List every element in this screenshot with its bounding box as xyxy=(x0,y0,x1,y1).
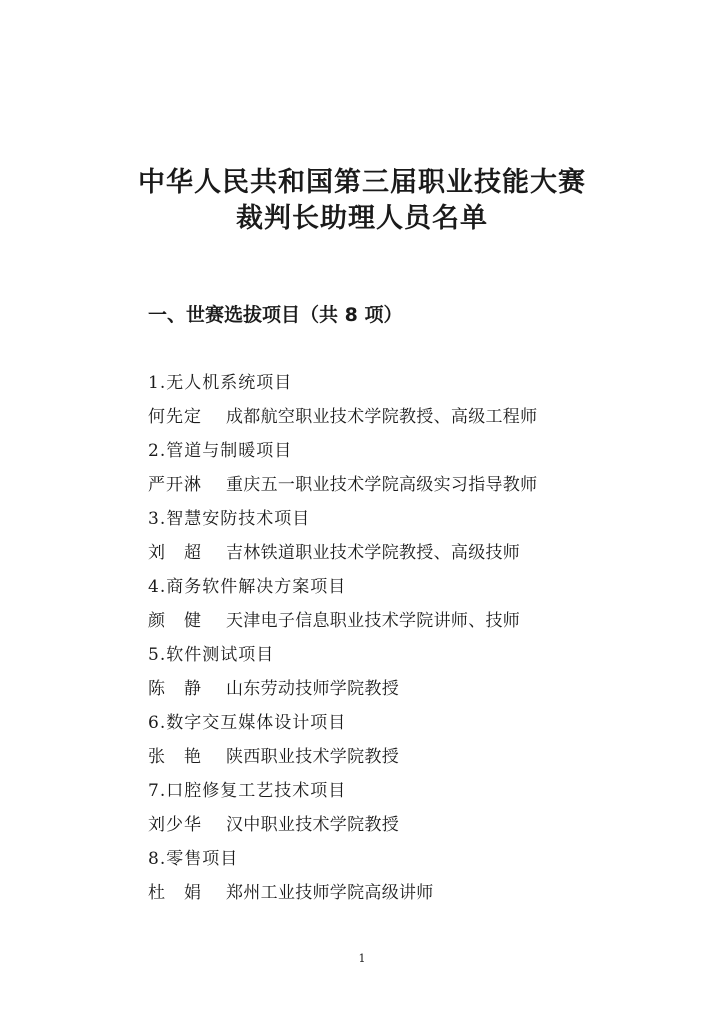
person-name: 杜 娟 xyxy=(148,883,202,903)
person-affiliation: 陕西职业技术学院教授 xyxy=(226,747,399,767)
person-affiliation: 汉中职业技术学院教授 xyxy=(226,815,399,835)
project-title: 1.无人机系统项目 xyxy=(148,373,293,393)
person-row xyxy=(148,472,608,506)
person-affiliation: 山东劳动技师学院教授 xyxy=(226,679,399,699)
person-row xyxy=(148,404,608,438)
project-title: 3.智慧安防技术项目 xyxy=(148,509,311,529)
project-title: 2.管道与制暖项目 xyxy=(148,441,293,461)
document-title-line2: 裁判长助理人员名单 xyxy=(236,203,488,234)
project-title: 6.数字交互媒体设计项目 xyxy=(148,713,347,733)
list-item xyxy=(148,574,608,642)
person-affiliation: 郑州工业技师学院高级讲师 xyxy=(226,883,434,903)
document-title-line1: 中华人民共和国第三届职业技能大赛 xyxy=(138,167,586,198)
person-row xyxy=(148,880,608,914)
person-affiliation: 天津电子信息职业技术学院讲师、技师 xyxy=(226,611,521,631)
project-title: 8.零售项目 xyxy=(148,849,239,869)
list-item xyxy=(148,438,608,506)
person-name: 何先定 xyxy=(148,407,202,427)
list-item xyxy=(148,370,608,438)
person-name: 颜 健 xyxy=(148,611,202,631)
person-affiliation: 成都航空职业技术学院教授、高级工程师 xyxy=(226,407,538,427)
person-affiliation: 重庆五一职业技术学院高级实习指导教师 xyxy=(226,475,538,495)
person-row xyxy=(148,812,608,846)
person-row xyxy=(148,540,608,574)
list-item xyxy=(148,710,608,778)
person-name: 张 艳 xyxy=(148,747,202,767)
section-heading: 一、世赛选拔项目（共 8 项） xyxy=(148,304,403,326)
person-name: 刘少华 xyxy=(148,815,202,835)
person-affiliation: 吉林铁道职业技术学院教授、高级技师 xyxy=(226,543,521,563)
person-row xyxy=(148,608,608,642)
list-item xyxy=(148,642,608,710)
person-name: 刘 超 xyxy=(148,543,202,563)
person-row xyxy=(148,676,608,710)
project-title: 5.软件测试项目 xyxy=(148,645,275,665)
list-item xyxy=(148,506,608,574)
project-title: 4.商务软件解决方案项目 xyxy=(148,577,347,597)
referee-assistant-list xyxy=(148,370,608,914)
list-item xyxy=(148,846,608,914)
person-name: 陈 静 xyxy=(148,679,202,699)
project-title: 7.口腔修复工艺技术项目 xyxy=(148,781,347,801)
person-name: 严开淋 xyxy=(148,475,202,495)
list-item xyxy=(148,778,608,846)
page-number: 1 xyxy=(358,952,366,965)
person-row xyxy=(148,744,608,778)
